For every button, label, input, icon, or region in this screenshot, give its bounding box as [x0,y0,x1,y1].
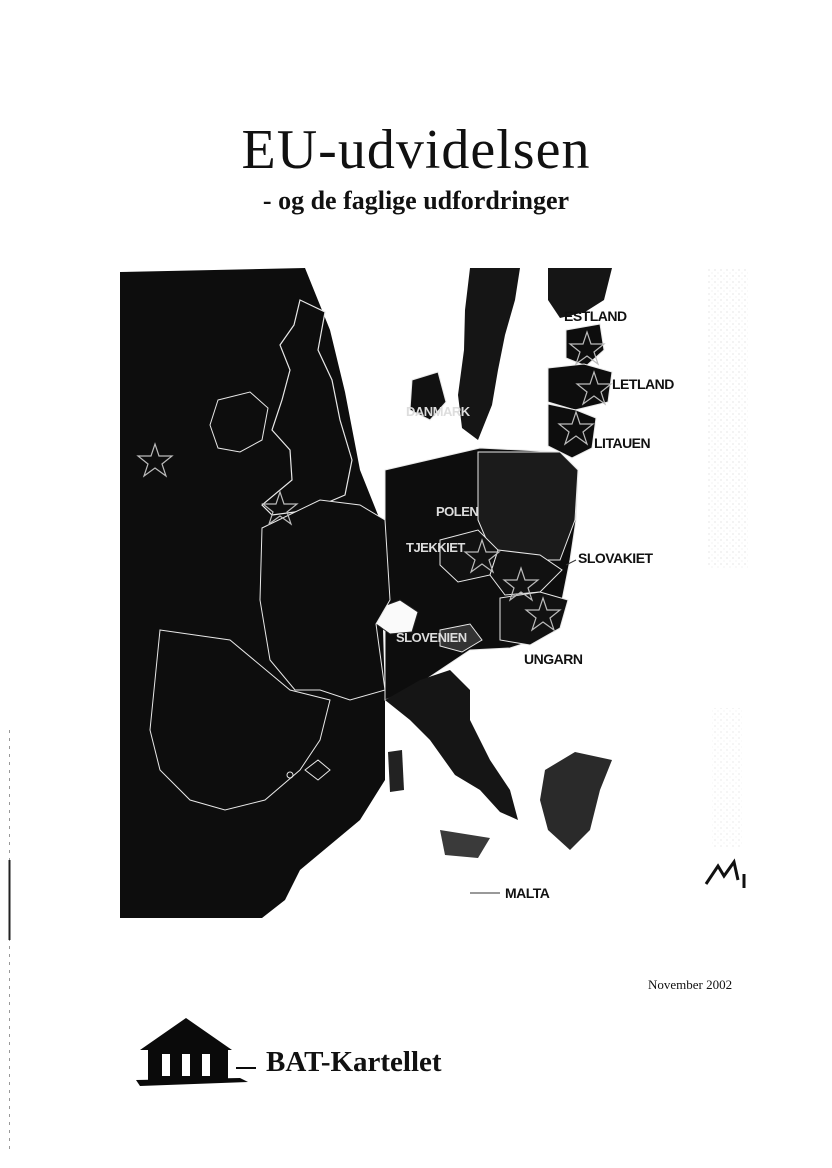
label-danmark: DANMARK [406,404,470,419]
label-polen: POLEN [436,504,479,519]
map-italy [385,670,518,820]
scribble-mark [706,862,744,888]
map-france [260,500,390,700]
map-poland [478,452,578,560]
label-ungarn: UNGARN [524,651,583,667]
map-sardinia [388,750,404,792]
label-slovakiet: SLOVAKIET [578,550,653,566]
map-sicily [440,830,490,858]
label-slovenien: SLOVENIEN [396,630,467,645]
label-letland: LETLAND [612,376,674,392]
label-malta: MALTA [505,885,550,901]
document-title: EU-udvidelsen [241,119,591,181]
house-logo-icon [136,1012,258,1088]
label-litauen: LITAUEN [594,435,651,451]
document-date: November 2002 [648,977,733,992]
scan-edge-line [8,730,11,1150]
label-tjekkiet: TJEKKIET [406,540,465,555]
organization-name: BAT-Kartellet [266,1046,442,1078]
scan-noise [708,268,748,848]
map-greece [540,752,612,850]
document-subtitle: - og de faglige udfordringer [262,186,570,215]
label-estland: ESTLAND [564,308,627,324]
map-lithuania [548,404,596,458]
